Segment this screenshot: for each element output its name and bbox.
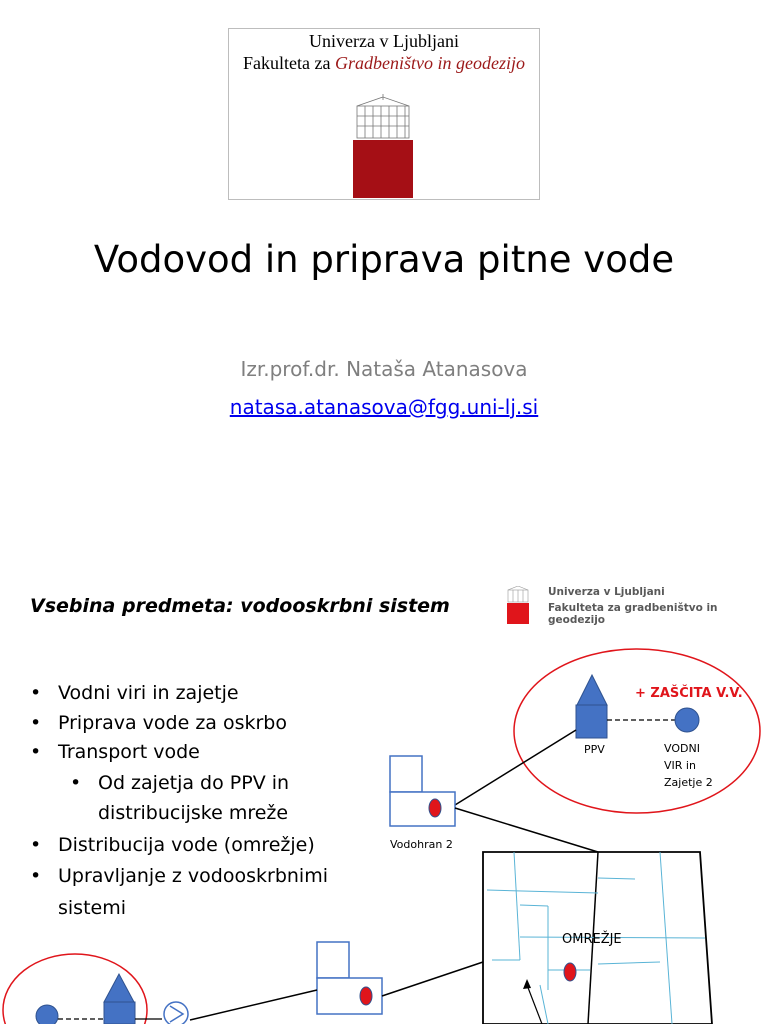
bullet-dot-icon: • [70, 772, 82, 794]
network-label: OMREŽJE [562, 932, 622, 947]
water-supply-diagram [0, 560, 768, 1024]
source-label-line3: Zajetje 2 [664, 776, 713, 789]
reservoir-2-label: Vodohran 2 [390, 838, 453, 851]
slide2-title: Vsebina predmeta: vodooskrbni sistem [30, 595, 450, 617]
university-logo [228, 28, 540, 200]
small-logo-faculty-name: Fakulteta za gradbeništvo in geodezijo [548, 602, 718, 626]
source-label-line2: VIR in [664, 759, 696, 772]
bullet-dot-icon: • [30, 741, 42, 763]
transport-pipe-lower [190, 990, 317, 1020]
bullet-text: sistemi [58, 897, 127, 919]
ppv-node-icon-lower [104, 974, 135, 1024]
water-source-node-icon [675, 708, 699, 732]
bullet-dot-icon: • [30, 834, 42, 856]
bullet-dot-icon: • [30, 712, 42, 734]
ppv-label: PPV [584, 743, 605, 756]
small-logo-university-name: Univerza v Ljubljani [548, 586, 665, 598]
logo-university-name: Univerza v Ljubljani [309, 31, 459, 51]
distribution-pipe [455, 808, 598, 852]
university-building-icon [353, 92, 413, 198]
pump-icon [164, 1002, 188, 1024]
bullet-text: Vodni viri in zajetje [58, 682, 239, 704]
bullet-text: distribucijske mreže [98, 802, 289, 824]
bullet-text: Transport vode [58, 741, 200, 763]
author-name: Izr.prof.dr. Nataša Atanasova [240, 357, 528, 381]
logo-faculty-prefix: Fakulteta za [243, 53, 335, 73]
bullet-text: Priprava vode za oskrbo [58, 712, 287, 734]
protection-zone-ellipse [514, 649, 760, 813]
protection-label: + ZAŠČITA V.V. [635, 686, 743, 701]
water-source-node-icon-lower [36, 1005, 58, 1024]
author-email-link[interactable]: natasa.atanasova@fgg.uni-lj.si [229, 395, 539, 419]
bullet-text: Od zajetja do PPV in [98, 772, 290, 794]
reservoir-2-icon [390, 756, 455, 826]
bullet-dot-icon: • [30, 682, 42, 704]
bullet-dot-icon: • [30, 865, 42, 887]
distribution-pipe-lower [382, 962, 483, 996]
bullet-text: Upravljanje z vodooskrbnimi [58, 865, 328, 887]
ppv-node-icon [576, 675, 607, 738]
bullet-text: Distribucija vode (omrežje) [58, 834, 315, 856]
source-label-line1: VODNI [664, 742, 700, 755]
reservoir-1-icon [317, 942, 382, 1014]
slide-title: Vodovod in priprava pitne vode [93, 238, 675, 281]
logo-faculty-name [229, 53, 539, 74]
logo-faculty-highlight: Gradbeništvo in geodezijo [334, 53, 525, 73]
